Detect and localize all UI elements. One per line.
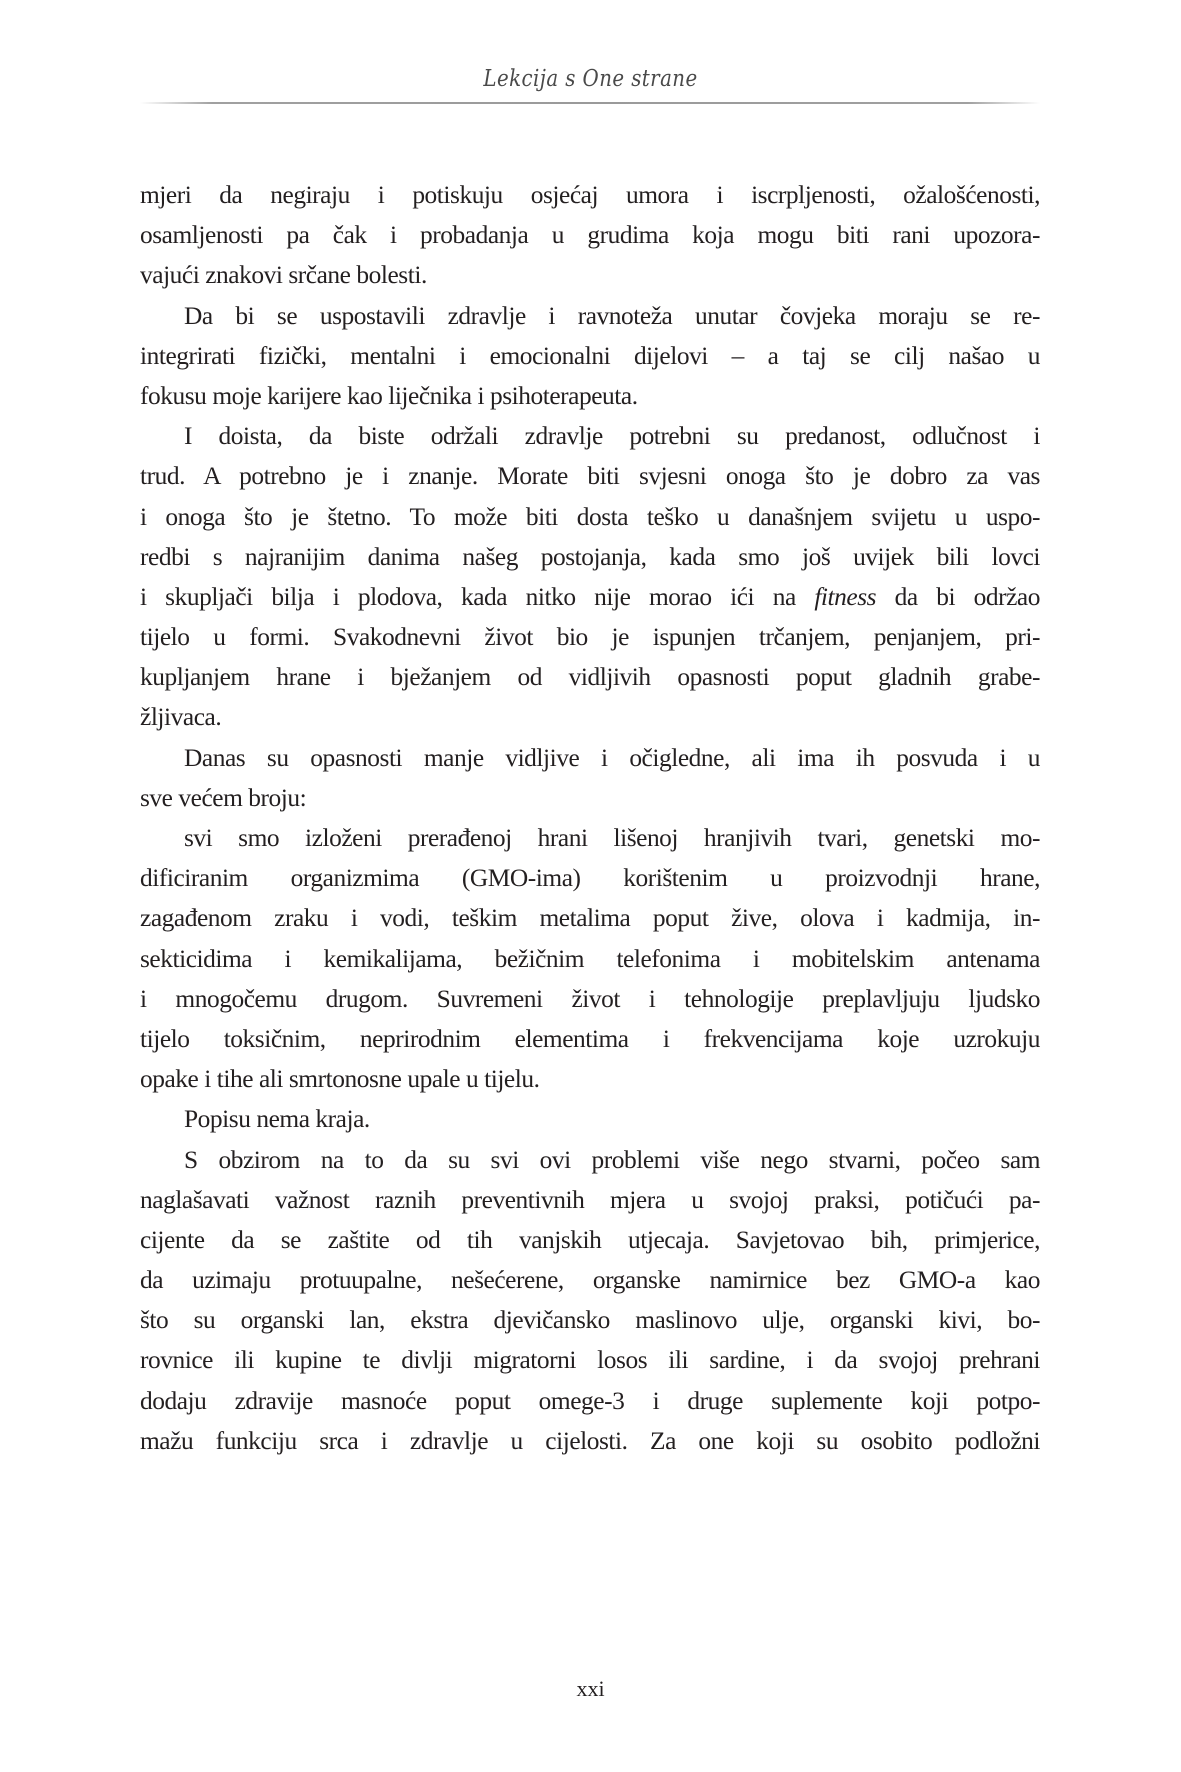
text-line: dodaju zdravije masnoće poput omege-3 i druge suplemente koji potpo-	[140, 1386, 1040, 1415]
text-line: kupljanjem hrane i bježanjem od vidljivih opasnosti poput gladnih grabe-	[140, 663, 1040, 692]
text-segment: i skupljači bilja i plodova, kada nitko nije morao ići na	[140, 582, 815, 611]
text-line: rovnice ili kupine te divlji migratorni losos ili sardine, i da svojoj prehrani	[140, 1346, 1040, 1375]
text-line: redbi s najranijim danima našeg postojanja, kada smo još uvijek bili lovci	[140, 542, 1040, 571]
text-line: sekticidima i kemikalijama, bežičnim telefonima i mobitelskim antenama	[140, 944, 1040, 973]
text-line: sve većem broju:	[140, 783, 307, 812]
text-line: Da bi se uspostavili zdravlje i ravnoteža unutar čovjeka moraju se re-	[184, 301, 1040, 330]
text-line: S obzirom na to da su svi ovi problemi više nego stvarni, počeo sam	[184, 1145, 1040, 1174]
text-line: tijelo toksičnim, neprirodnim elementima i frekvencijama koje uzrokuju	[140, 1024, 1040, 1053]
text-line: Danas su opasnosti manje vidljive i očigledne, ali ima ih posvuda i u	[184, 743, 1040, 772]
text-line: opake i tihe ali smrtonosne upale u tijelu.	[140, 1065, 540, 1094]
text-line: žljivaca.	[140, 703, 222, 732]
text-line: i mnogočemu drugom. Suvremeni život i tehnologije preplavljuju ljudsko	[140, 984, 1040, 1013]
text-line: cijente da se zaštite od tih vanjskih utjecaja. Savjetovao bih, primjerice,	[140, 1225, 1040, 1254]
text-line: fokusu moje karijere kao liječnika i psihoterapeuta.	[140, 381, 638, 410]
page-number: xxi	[576, 1676, 605, 1701]
text-line: vajući znakovi srčane bolesti.	[140, 261, 427, 290]
text-line: osamljenosti pa čak i probadanja u grudima koja mogu biti rani upozora-	[140, 221, 1040, 250]
text-line	[140, 577, 1040, 617]
body-text	[140, 175, 1040, 1461]
italic-term: fitness	[814, 582, 877, 611]
text-line: I doista, da biste održali zdravlje potrebni su predanost, odlučnost i	[184, 422, 1040, 451]
text-line: Popisu nema kraja.	[184, 1105, 370, 1134]
text-line: trud. A potrebno je i znanje. Morate biti svjesni onoga što je dobro za vas	[140, 462, 1040, 491]
text-line: integrirati fizički, mentalni i emocionalni dijelovi – a taj se cilj našao u	[140, 341, 1040, 370]
text-line: tijelo u formi. Svakodnevni život bio je ispunjen trčanjem, penjanjem, pri-	[140, 623, 1040, 652]
running-head-title: Lekcija s One strane	[483, 66, 698, 92]
text-line: da uzimaju protuupalne, nešećerene, organske namirnice bez GMO-a kao	[140, 1266, 1040, 1295]
header-rule-divider	[140, 102, 1040, 104]
text-line: zagađenom zraku i vodi, teškim metalima poput žive, olova i kadmija, in-	[140, 904, 1040, 933]
text-line: i onoga što je štetno. To može biti dosta teško u današnjem svijetu u uspo-	[140, 502, 1040, 531]
text-segment: da bi održao	[876, 582, 1040, 611]
text-line: mjeri da negiraju i potiskuju osjećaj umora i iscrpljenosti, ožalošćenosti,	[140, 181, 1040, 209]
text-line: mažu funkciju srca i zdravlje u cijelosti. Za one koji su osobito podložni	[140, 1426, 1040, 1455]
text-line: što su organski lan, ekstra djevičansko maslinovo ulje, organski kivi, bo-	[140, 1306, 1040, 1335]
text-line: naglašavati važnost raznih preventivnih mjera u svojoj praksi, potičući pa-	[140, 1185, 1040, 1214]
text-line: svi smo izloženi prerađenoj hrani lišenoj hranjivih tvari, genetski mo-	[184, 824, 1040, 852]
text-line: dificiranim organizmima (GMO-ima) korištenim u proizvodnji hrane,	[140, 864, 1040, 893]
